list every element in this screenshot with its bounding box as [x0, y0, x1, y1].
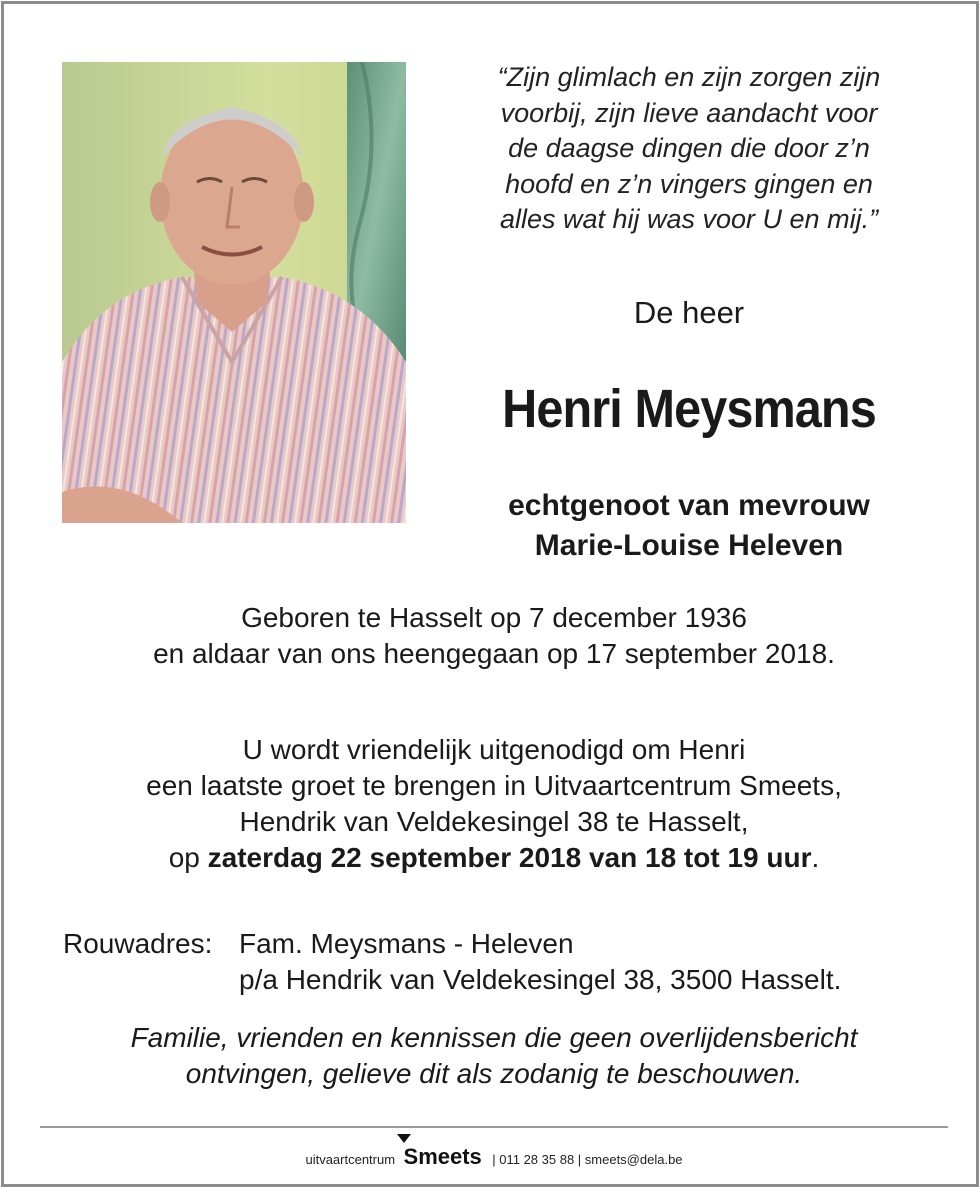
funeral-home-footer — [24, 1144, 964, 1170]
invitation-line: Hendrik van Veldekesingel 38 te Hasselt, — [239, 806, 749, 837]
date-prefix: op — [168, 842, 208, 873]
spouse-name: Marie-Louise Heleven — [534, 529, 844, 562]
deceased-name: Henri Meysmans — [502, 379, 876, 439]
invitation-text — [24, 732, 964, 876]
date-suffix: . — [811, 842, 820, 873]
footer-contact: | 011 28 35 88 | smeets@dela.be — [492, 1152, 683, 1167]
mourning-address — [63, 926, 943, 998]
obituary-card — [1, 1, 979, 1187]
poem-line: de daagse dingen die door z’n — [508, 133, 870, 163]
birth-death-info — [24, 600, 964, 672]
spouse-info — [424, 486, 954, 566]
footer-prefix: uitvaartcentrum — [305, 1152, 396, 1167]
poem-line: hoofd en z’n vingers gingen en — [505, 168, 873, 199]
death-line: en aldaar van ons heengegaan op 17 september 2018. — [153, 638, 835, 669]
mourning-address-row — [63, 926, 943, 962]
poem-line: “Zijn glimlach en zijn zorgen zijn — [497, 62, 881, 92]
mourning-address-street: p/a Hendrik van Veldekesingel 38, 3500 Hasselt. — [239, 964, 842, 995]
portrait-photo — [62, 62, 406, 523]
invitation-line: U wordt vriendelijk uitgenodigd om Henri — [242, 734, 746, 765]
spouse-line: echtgenoot van mevrouw — [508, 489, 870, 522]
funeral-home-brand: Smeets — [403, 1144, 482, 1169]
note-line: ontvingen, gelieve dit als zodanig te beschouwen. — [185, 1058, 803, 1089]
mourning-address-label: Rouwadres: — [63, 928, 213, 959]
memorial-poem — [424, 60, 954, 238]
footer-divider — [40, 1126, 948, 1128]
mourning-address-family: Fam. Meysmans - Heleven — [239, 928, 574, 959]
invitation-date-line — [24, 840, 964, 876]
note-line: Familie, vrienden en kennissen die geen overlijdensbericht — [130, 1022, 858, 1053]
visitation-date: zaterdag 22 september 2018 van 18 tot 19 uur — [207, 842, 812, 873]
triangle-down-icon — [397, 1134, 411, 1143]
portrait-image — [62, 62, 406, 523]
invitation-line: een laatste groet te brengen in Uitvaartcentrum Smeets, — [146, 770, 842, 801]
honorific: De heer — [633, 295, 745, 330]
poem-line: voorbij, zijn lieve aandacht voor — [500, 97, 878, 128]
birth-line: Geboren te Hasselt op 7 december 1936 — [241, 602, 747, 633]
notice-note — [24, 1020, 964, 1092]
poem-line: alles wat hij was voor U en mij.” — [499, 204, 879, 234]
